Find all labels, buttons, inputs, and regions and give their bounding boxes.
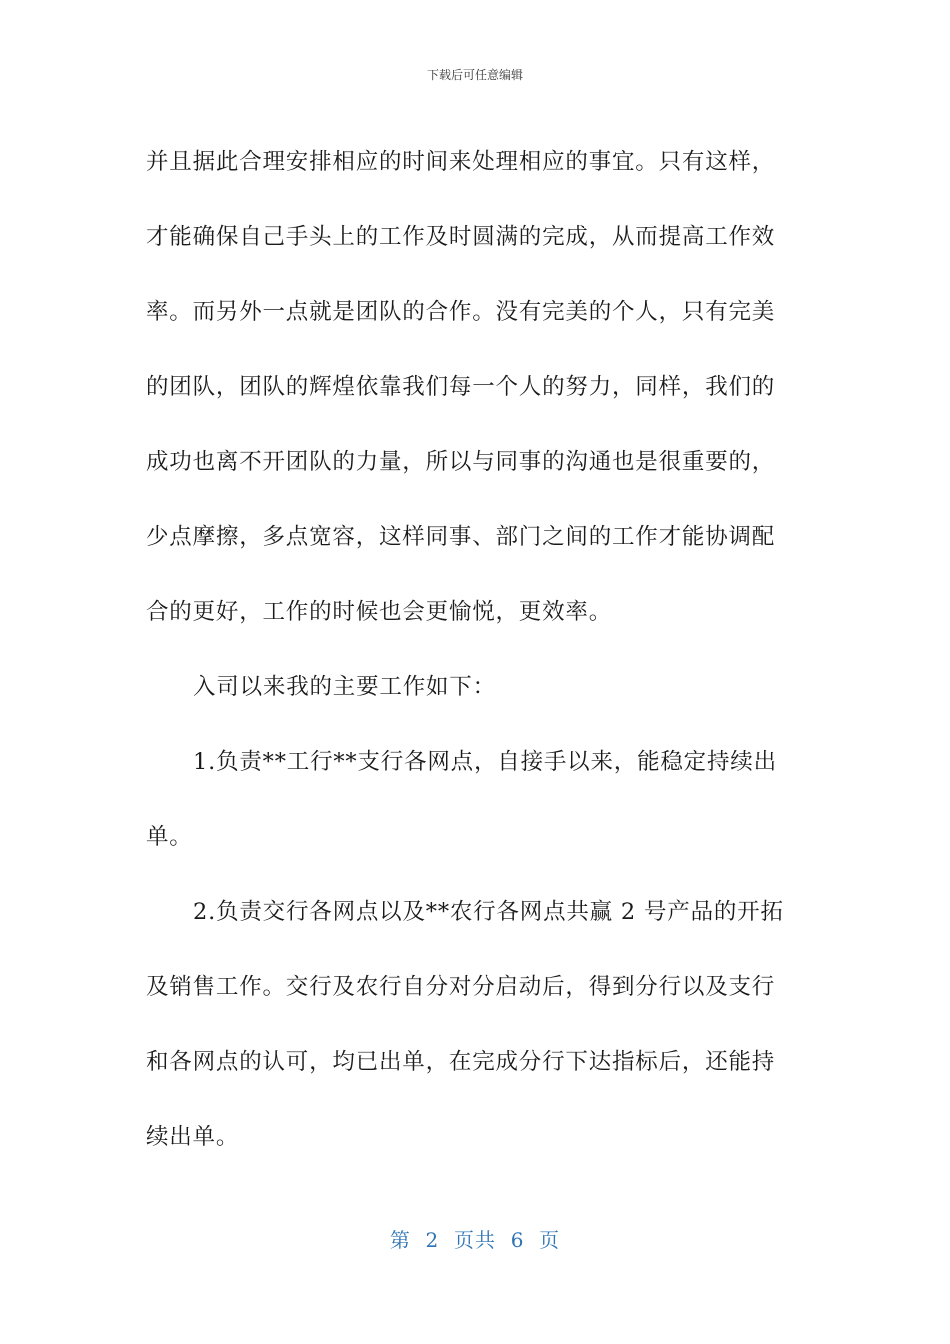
paragraph-line: 1.负责**工行**支行各网点，自接手以来，能稳定持续出 (193, 749, 777, 775)
paragraph-3 (146, 725, 792, 875)
paragraph-line: 和各网点的认可，均已出单，在完成分行下达指标后，还能持 (146, 1049, 776, 1075)
paragraph-2 (146, 650, 792, 725)
document-body (146, 125, 792, 1175)
paragraph-line: 合的更好，工作的时候也会更愉悦，更效率。 (146, 599, 613, 625)
paragraph-line: 单。 (146, 824, 193, 850)
paragraph-line: 2.负责交行各网点以及**农行各网点共赢 2 号产品的开拓 (193, 899, 784, 925)
paragraph-line: 才能确保自己手头上的工作及时圆满的完成，从而提高工作效 (146, 224, 776, 250)
page-number-footer: 第 2 页共 6 页 (389, 1228, 561, 1252)
header-note: 下载后可任意编辑 (426, 68, 523, 82)
paragraph-line: 入司以来我的主要工作如下： (193, 674, 496, 700)
paragraph-line: 的团队，团队的辉煌依靠我们每一个人的努力，同样，我们的 (146, 374, 776, 400)
paragraph-1 (146, 125, 792, 650)
paragraph-line: 并且据此合理安排相应的时间来处理相应的事宜。只有这样， (146, 149, 776, 175)
paragraph-line: 续出单。 (146, 1124, 240, 1150)
paragraph-4 (146, 875, 792, 1175)
paragraph-line: 率。而另外一点就是团队的合作。没有完美的个人，只有完美 (146, 299, 776, 325)
paragraph-line: 少点摩擦，多点宽容，这样同事、部门之间的工作才能协调配 (146, 524, 776, 550)
paragraph-line: 及销售工作。交行及农行自分对分启动后，得到分行以及支行 (146, 974, 776, 1000)
paragraph-line: 成功也离不开团队的力量，所以与同事的沟通也是很重要的， (146, 449, 776, 475)
